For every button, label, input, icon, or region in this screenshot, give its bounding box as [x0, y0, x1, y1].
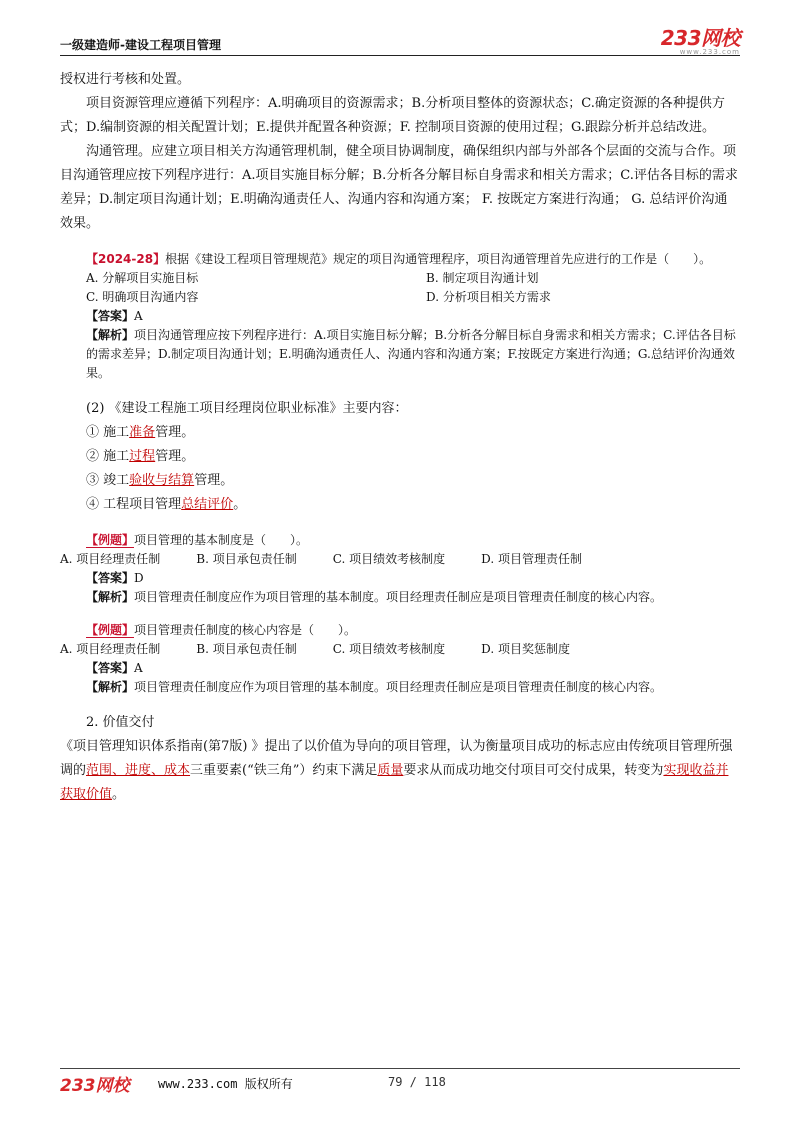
- footer-divider: [60, 1068, 740, 1069]
- highlight-text: 质量: [377, 763, 404, 778]
- option-b: B. 项目承包责任制: [196, 642, 297, 656]
- option-c: C. 项目绩效考核制度: [332, 552, 446, 566]
- list-item: [60, 469, 740, 493]
- question-block: [60, 531, 740, 607]
- list-text: 施工: [103, 425, 130, 440]
- paragraph: [60, 735, 740, 807]
- paragraph-text: 要求从而成功地交付项目可交付成果，转变为: [403, 763, 664, 778]
- paragraph: 沟通管理。应建立项目相关方沟通管理机制，健全项目协调制度，确保组织内部与外部各个层面的交流与合作。项目沟通管理应按下列程序进行：A.项目实施目标分解；B.分析各分解目标自身需求和相关方需求；C.评估各目标的需求差异；D.制定项目沟通计划；E.明确沟通责任人、沟通内容和沟通方案； F. 按既定方案进行沟通； G. 总结评价沟通效果。: [60, 144, 738, 231]
- analysis-label: 【解析】: [86, 680, 135, 694]
- brand-logo[interactable]: [661, 28, 740, 56]
- question-tag: 【2024-28】: [86, 252, 166, 266]
- question-stem: 项目管理的基本制度是（ ）。: [134, 533, 309, 547]
- highlight-text: 过程: [129, 449, 156, 464]
- list-number: ③: [86, 473, 100, 488]
- page-header: [60, 28, 740, 56]
- question-tag: 【例题】: [86, 623, 135, 637]
- list-item: [60, 445, 740, 469]
- analysis-line: [60, 326, 740, 383]
- highlight-text: 验收与结算: [129, 473, 195, 488]
- list-text: 管理。: [194, 473, 234, 488]
- question-stem-line: [60, 531, 740, 550]
- section-heading: 2. 价值交付: [86, 715, 155, 730]
- option-a: A. 项目经理责任制: [60, 552, 161, 566]
- option-d: D. 项目奖惩制度: [481, 642, 570, 656]
- answer-line: [60, 307, 740, 326]
- paragraph-text: 。: [112, 787, 126, 802]
- analysis-text: 项目管理责任制度应作为项目管理的基本制度。项目经理责任制应是项目管理责任制度的核心内容。: [134, 680, 663, 694]
- list-item: [60, 421, 740, 445]
- highlight-text: 范围、进度、成本: [86, 763, 191, 778]
- analysis-label: 【解析】: [86, 328, 135, 342]
- paragraph-text: 三重要素(“铁三角”）约束下满足: [190, 763, 378, 778]
- answer-line: [60, 659, 740, 678]
- list-text: 竣工: [103, 473, 130, 488]
- paragraph: 授权进行考核和处置。: [60, 72, 191, 87]
- answer-label: 【答案】: [86, 661, 135, 675]
- highlight-text: 实现收益并获取价值: [60, 763, 729, 802]
- question-options: [60, 269, 740, 307]
- list-item: [60, 493, 740, 517]
- question-stem-line: [60, 621, 740, 640]
- paragraph-text: 《项目管理知识体系指南(第7版) 》提出了以价值为导向的项目管理，认为衡量项目成功的标志应由传统项目管理所强调的: [60, 739, 733, 778]
- question-block: [60, 621, 740, 697]
- option-b: B. 制定项目沟通计划: [426, 271, 539, 285]
- question-stem: 根据《建设工程项目管理规范》规定的项目沟通管理程序，项目沟通管理首先应进行的工作是（ ）。: [165, 252, 712, 266]
- highlight-text: 准备: [129, 425, 156, 440]
- option-d: D. 分析项目相关方需求: [426, 290, 551, 304]
- option-a: A. 项目经理责任制: [60, 642, 161, 656]
- logo-text: 233网校: [660, 26, 740, 50]
- answer-label: 【答案】: [86, 571, 135, 585]
- list-number: ②: [86, 449, 100, 464]
- footer-logo[interactable]: 233网校: [60, 1076, 130, 1096]
- list-text: 管理。: [155, 425, 195, 440]
- header-title: 一级建造师-建设工程项目管理: [60, 38, 221, 52]
- header-divider: [60, 55, 740, 56]
- list-text: 工程项目管理: [103, 497, 182, 512]
- question-stem: 项目管理责任制度的核心内容是（ ）。: [134, 623, 357, 637]
- analysis-label: 【解析】: [86, 590, 135, 604]
- logo-url: www.233.com: [679, 48, 740, 56]
- list-text: 。: [233, 497, 247, 512]
- question-stem-line: [60, 250, 740, 269]
- analysis-line: [60, 678, 740, 697]
- list-number: ④: [86, 497, 100, 512]
- answer-label: 【答案】: [86, 309, 135, 323]
- document-body: [60, 68, 740, 807]
- question-block: [60, 250, 740, 383]
- list-number: ①: [86, 425, 100, 440]
- answer-value: A: [134, 309, 143, 323]
- list-text: 管理。: [155, 449, 195, 464]
- question-options: [60, 640, 740, 659]
- option-c: C. 项目绩效考核制度: [332, 642, 446, 656]
- question-tag: 【例题】: [86, 533, 135, 547]
- highlight-text: 总结评价: [181, 497, 234, 512]
- answer-value: A: [134, 661, 143, 675]
- answer-value: D: [134, 571, 144, 585]
- option-d: D. 项目管理责任制: [481, 552, 582, 566]
- analysis-line: [60, 588, 740, 607]
- page-number: 79 / 118: [388, 1075, 446, 1089]
- section-heading: (2) 《建设工程施工项目经理岗位职业标准》主要内容：: [86, 401, 408, 416]
- footer-copyright: www.233.com 版权所有: [158, 1077, 293, 1091]
- paragraph: 项目资源管理应遵循下列程序：A.明确项目的资源需求；B.分析项目整体的资源状态；C.确定资源的各种提供方式；D.编制资源的相关配置计划；E.提供并配置各种资源；F. 控制项目资源的使用过程；G.跟踪分析并总结改进。: [60, 96, 725, 135]
- option-a: A. 分解项目实施目标: [86, 271, 199, 285]
- list-text: 施工: [103, 449, 130, 464]
- option-b: B. 项目承包责任制: [196, 552, 297, 566]
- analysis-text: 项目管理责任制度应作为项目管理的基本制度。项目经理责任制应是项目管理责任制度的核心内容。: [134, 590, 663, 604]
- answer-line: [60, 569, 740, 588]
- analysis-text: 项目沟通管理应按下列程序进行：A.项目实施目标分解；B.分析各分解目标自身需求和相关方需求；C.评估各目标的需求差异；D.制定项目沟通计划；E.明确沟通责任人、沟通内容和沟通方案；F.按既定方案进行沟通；G.总结评价沟通效果。: [86, 328, 736, 380]
- question-options: [60, 550, 740, 569]
- option-c: C. 明确项目沟通内容: [86, 290, 199, 304]
